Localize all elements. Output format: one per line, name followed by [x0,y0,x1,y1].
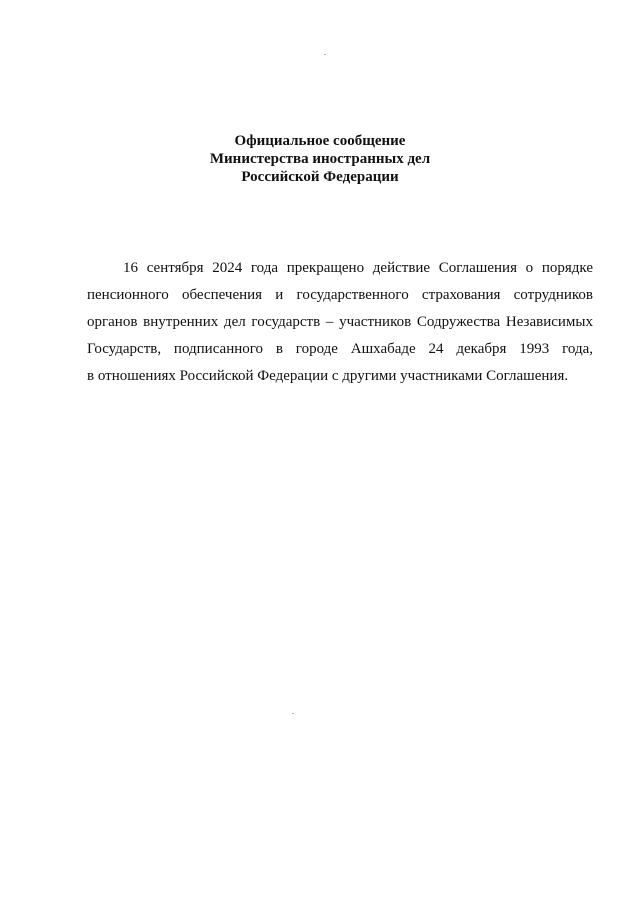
body-line-5: в отношениях Российской Федерации с другими участниками Соглашения. [87,368,569,384]
title-line-1: Официальное сообщение [234,133,406,149]
body-line-2: пенсионного обеспечения и государственного страхования сотрудников [87,287,593,303]
body-line-3: органов внутренних дел государств – участников Содружества Независимых [87,314,593,330]
document-title [0,132,640,186]
body-line-1: 16 сентября 2024 года прекращено действие Соглашения о порядке [123,260,593,276]
document-body-paragraph [87,255,593,390]
title-line-3: Российской Федерации [241,169,399,185]
scan-speck [292,713,294,714]
body-line-4: Государств, подписанного в городе Ашхабаде 24 декабря 1993 года, [87,341,593,357]
title-line-2: Министерства иностранных дел [209,151,431,167]
scan-speck [324,54,326,55]
